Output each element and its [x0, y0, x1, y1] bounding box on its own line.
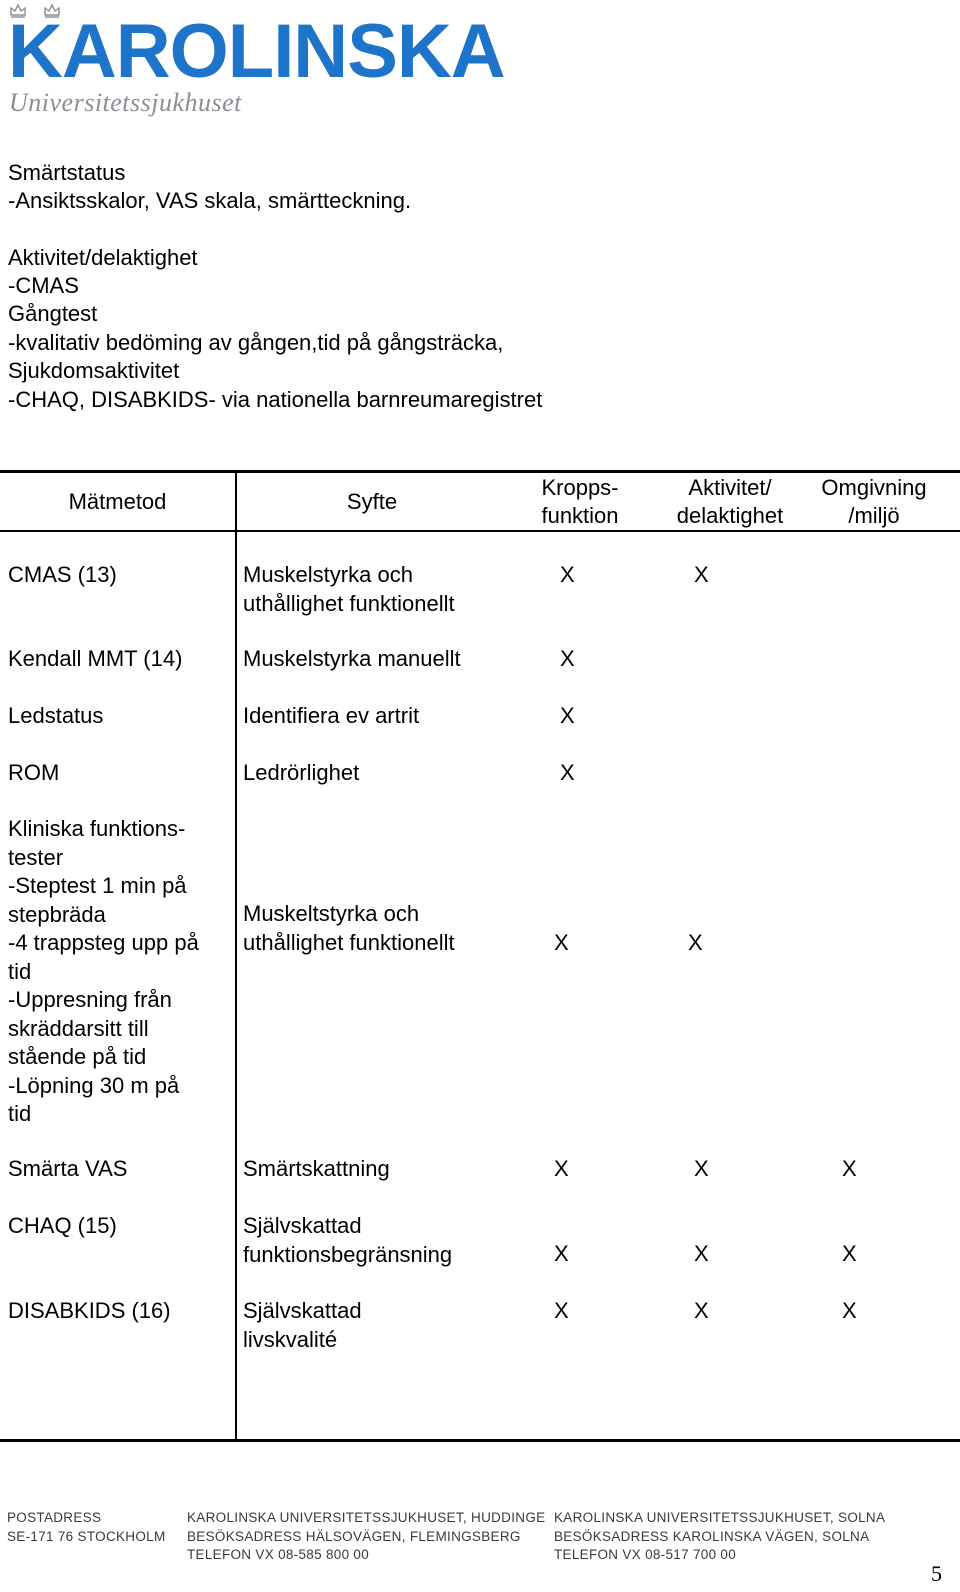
- cell-body-function: X: [560, 646, 575, 671]
- footer-postal-address: [7, 1509, 166, 1546]
- page-number: 5: [931, 1561, 942, 1586]
- cell-purpose: Muskeltstyrka och uthållighet funktionellt: [243, 901, 455, 955]
- footer-line: KAROLINSKA UNIVERSITETSSJUKHUSET, HUDDINGE: [187, 1510, 546, 1525]
- table-bottom-rule: [0, 1439, 960, 1442]
- intro-line: -CHAQ, DISABKIDS- via nationella barnreumaregistret: [8, 387, 543, 412]
- cell-method: Kliniska funktions- tester -Steptest 1 min på stepbräda -4 trappsteg upp på tid -Uppresning från skräddarsitt till stående på tid -Löpning 30 m på tid: [8, 816, 199, 1126]
- header-purpose: Syfte: [346, 489, 398, 514]
- cell-method: Smärta VAS: [8, 1156, 128, 1181]
- cell-purpose: Smärtskattning: [243, 1156, 390, 1181]
- footer-line: KAROLINSKA UNIVERSITETSSJUKHUSET, SOLNA: [554, 1510, 886, 1525]
- cell-body-function: X: [560, 760, 575, 785]
- cell-purpose: Självskattad funktionsbegränsning: [243, 1213, 453, 1267]
- cell-method: Kendall MMT (14): [8, 646, 183, 671]
- footer-huddinge: [187, 1509, 545, 1565]
- cell-activity: X: [688, 930, 703, 955]
- header-method: Mätmetod: [68, 489, 167, 514]
- cell-body-function: X: [554, 1156, 569, 1181]
- header-activity: Aktivitet/ delaktighet: [676, 475, 784, 528]
- intro-line: Aktivitet/delaktighet: [8, 245, 198, 270]
- cell-body-function: X: [554, 1298, 569, 1323]
- cell-purpose: Identifiera ev artrit: [243, 703, 420, 728]
- cell-activity: X: [694, 1298, 709, 1323]
- cell-environment: X: [842, 1156, 857, 1181]
- cell-method: Ledstatus: [8, 703, 104, 728]
- footer-line: TELEFON VX 08-585 800 00: [187, 1547, 370, 1562]
- cell-purpose: Ledrörlighet: [243, 760, 360, 785]
- header-body-function: Kropps- funktion: [541, 475, 619, 528]
- cell-environment: X: [842, 1298, 857, 1323]
- cell-body-function: X: [560, 562, 575, 587]
- cell-method: CMAS (13): [8, 562, 117, 587]
- footer-line: BESÖKSADRESS HÄLSOVÄGEN, FLEMINGSBERG: [187, 1528, 521, 1544]
- cell-activity: X: [694, 1241, 709, 1266]
- intro-line: -Ansiktsskalor, VAS skala, smärtteckning.: [8, 188, 412, 213]
- cell-body-function: X: [554, 930, 569, 955]
- table-column-divider: [235, 472, 237, 1440]
- cell-activity: X: [694, 1156, 709, 1181]
- intro-line: -kvalitativ bedöming av gången,tid på gångsträcka,: [8, 330, 504, 355]
- cell-purpose: Muskelstyrka manuellt: [243, 646, 461, 671]
- footer-line: BESÖKSADRESS KAROLINSKA VÄGEN, SOLNA: [554, 1528, 870, 1544]
- intro-line: -CMAS: [8, 273, 79, 298]
- cell-method: DISABKIDS (16): [8, 1298, 171, 1323]
- table-top-rule: [0, 470, 960, 473]
- footer-solna: [554, 1509, 885, 1565]
- cell-environment: X: [842, 1241, 857, 1266]
- intro-line: Smärtstatus: [8, 160, 126, 185]
- intro-line: Sjukdomsaktivitet: [8, 358, 180, 383]
- cell-activity: X: [694, 562, 709, 587]
- cell-body-function: X: [560, 703, 575, 728]
- footer-line: SE-171 76 STOCKHOLM: [7, 1528, 166, 1544]
- cell-method: CHAQ (15): [8, 1213, 117, 1238]
- footer-line: POSTADRESS: [7, 1510, 102, 1525]
- table-header-rule: [0, 530, 960, 532]
- logo-wordmark: KAROLINSKA: [8, 9, 505, 94]
- cell-method: ROM: [8, 760, 60, 785]
- cell-purpose: Självskattad livskvalité: [243, 1298, 362, 1352]
- logo-subtitle: Universitetssjukhuset: [9, 88, 242, 117]
- cell-purpose: Muskelstyrka och uthållighet funktionellt: [243, 562, 455, 616]
- header-environment: Omgivning /miljö: [821, 475, 927, 528]
- intro-line: Gångtest: [8, 301, 98, 326]
- cell-body-function: X: [554, 1241, 569, 1266]
- footer-line: TELEFON VX 08-517 700 00: [554, 1547, 737, 1562]
